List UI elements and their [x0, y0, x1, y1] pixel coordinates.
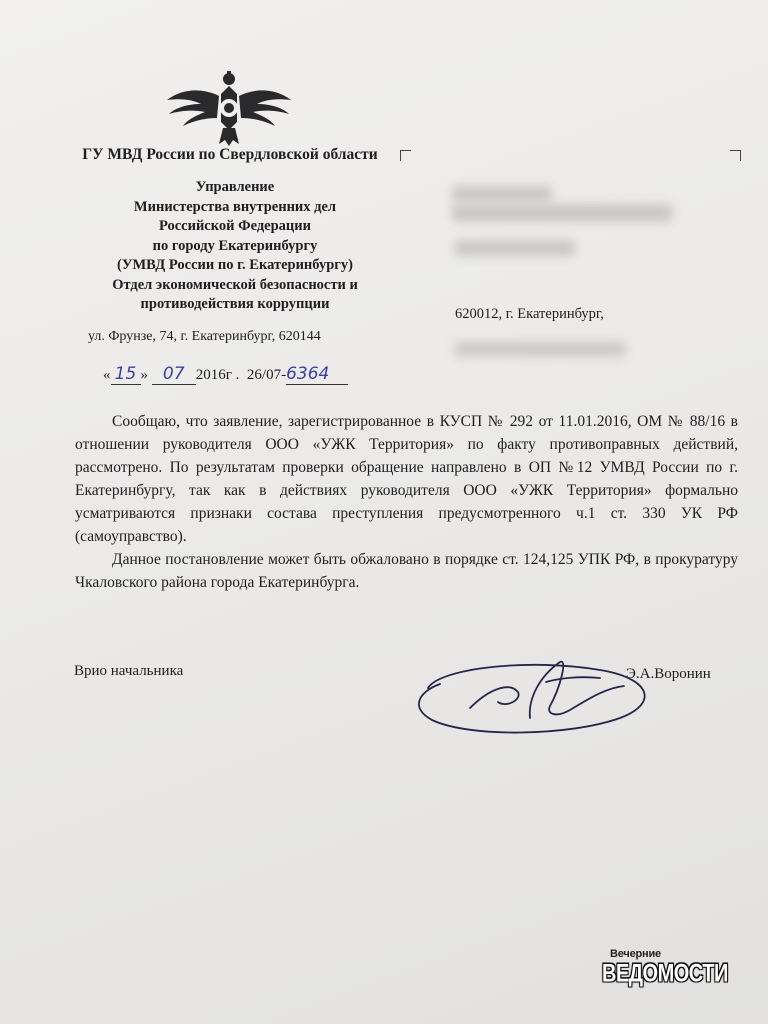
- date-month-field: [152, 364, 196, 385]
- dept-line: по городу Екатеринбургу: [152, 237, 318, 254]
- dept-line: Министерства внутренних дел: [133, 198, 337, 215]
- body-paragraph: Сообщаю, что заявление, зарегистрированное в КУСП № 292 от 11.01.2016, ОМ № 88/16 в отношении руководителя ООО «УЖК Территория» по факту противоправных действий, рассмотрено. По результатам проверки обращение направлено в ОП №12 УМВД России по г. Екатеринбургу, так как в действиях руководителя ООО «УЖК Территория» формально усматриваются признаки состава преступления предусмотренного ч.1 ст. 330 УК РФ (самоуправство).: [75, 413, 738, 545]
- watermark-main-text: ВЕДОМОСТИ: [602, 960, 728, 988]
- dept-line: Управление: [195, 179, 275, 195]
- date-day-field: [111, 364, 141, 385]
- watermark-top-text: Вечерние: [610, 948, 661, 960]
- redacted-recipient-street: [455, 342, 625, 356]
- letter-body: [75, 410, 738, 594]
- date-day: 15: [114, 364, 137, 384]
- date-year: 2016г .: [195, 367, 240, 383]
- recipient-city: 620012, г. Екатеринбург,: [455, 306, 604, 322]
- redacted-recipient-line: [452, 204, 672, 222]
- handwritten-signature: [410, 648, 660, 740]
- outgoing-number: 6364: [286, 364, 330, 384]
- signatory-name: Э.А.Воронин: [626, 666, 711, 682]
- date-month: 07: [162, 364, 185, 384]
- redacted-recipient-line: [455, 240, 575, 256]
- outgoing-number-field: [286, 364, 348, 385]
- dept-line: противодействия коррупции: [140, 296, 330, 312]
- outgoing-date-number: [103, 364, 348, 385]
- double-headed-eagle-emblem-icon: [163, 70, 295, 148]
- department-block: [70, 178, 400, 315]
- address-corner-mark: [730, 150, 741, 161]
- dept-line: Российской Федерации: [158, 218, 311, 234]
- dept-line: Отдел экономической безопасности и: [112, 276, 358, 293]
- body-paragraph: Данное постановление может быть обжаловано в порядке ст. 124,125 УПК РФ, в прокуратуру Чкаловского района города Екатеринбурга.: [75, 551, 738, 591]
- number-prefix: 26/07-: [246, 367, 287, 383]
- organization-name: ГУ МВД России по Свердловской области: [82, 146, 378, 163]
- publisher-watermark-logo: [602, 948, 728, 988]
- sender-address: ул. Фрунзе, 74, г. Екатеринбург, 620144: [88, 329, 321, 344]
- redacted-recipient-line: [452, 186, 552, 202]
- signatory-role: Врио начальника: [74, 663, 184, 679]
- address-corner-mark: [400, 150, 411, 161]
- quote-close: »: [140, 367, 148, 383]
- quote-open: «: [103, 367, 111, 383]
- dept-line: (УМВД России по г. Екатеринбургу): [117, 257, 353, 273]
